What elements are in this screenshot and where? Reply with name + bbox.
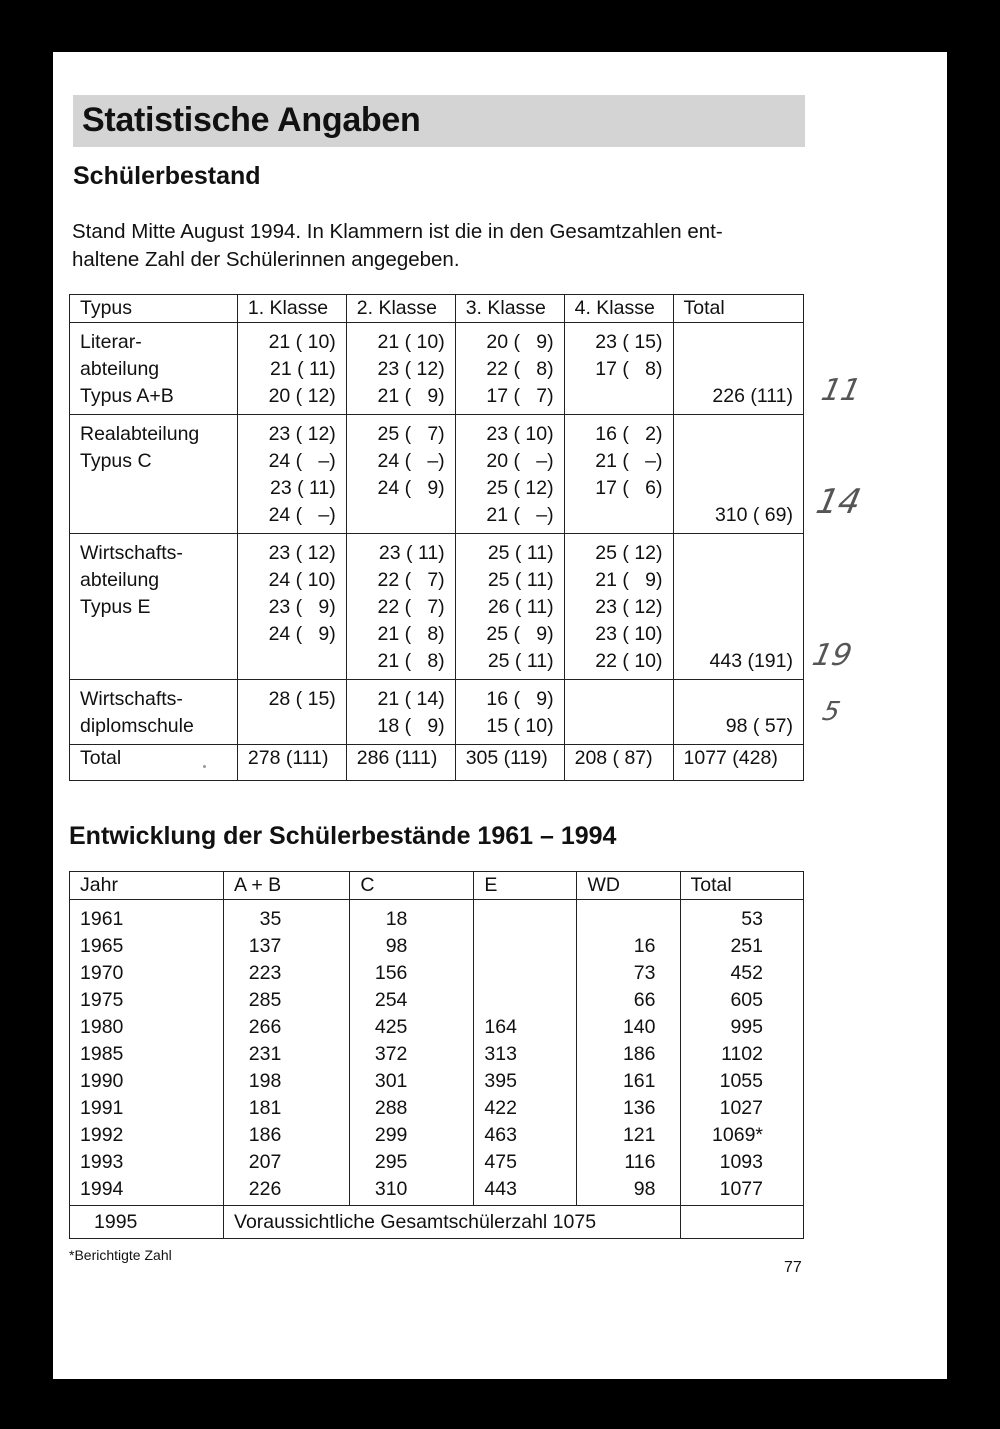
cell-line (684, 448, 794, 475)
cell-line: 25 ( 9) (486, 623, 554, 645)
cell-line (684, 540, 794, 567)
klasse-cell (237, 323, 346, 415)
cell-line: 24 ( 10) (268, 569, 336, 591)
typus-cell (70, 415, 238, 534)
cell-line: 136 (622, 1097, 656, 1119)
cell-line (575, 502, 663, 529)
klasse-cell (346, 534, 455, 680)
column-header: WD (577, 872, 680, 900)
footer-empty (680, 1206, 804, 1239)
cell-line: 231 (248, 1043, 282, 1065)
cell-line: Wirtschafts- (80, 688, 183, 710)
cell-line (684, 621, 794, 648)
section-heading-schuelerbestand: Schülerbestand (73, 162, 261, 190)
klasse-cell (346, 323, 455, 415)
cell-line: 35 (259, 908, 282, 930)
cell-line: abteilung (80, 358, 160, 380)
column-ab (224, 900, 350, 1206)
cell-line (575, 383, 663, 410)
cell-line: 21 ( 11) (270, 358, 336, 380)
cell-line: 23 ( 10) (595, 623, 663, 645)
cell-line: 21 ( 10) (268, 331, 336, 353)
klasse-cell (346, 680, 455, 745)
cell-line: 121 (622, 1124, 656, 1146)
cell-line: 452 (730, 962, 763, 984)
cell-line: 1970 (80, 962, 124, 984)
intro-paragraph (72, 218, 812, 274)
cell-line: 21 ( –) (595, 450, 663, 472)
cell-line: 226 (111) (712, 385, 793, 407)
cell-line: 21 ( 9) (377, 385, 445, 407)
cell-line: 1991 (80, 1097, 124, 1119)
cell-line: 1965 (80, 935, 124, 957)
cell-line: 17 ( 6) (595, 477, 663, 499)
cell-line: 266 (248, 1016, 282, 1038)
cell-line: 475 (484, 1151, 517, 1173)
cell-line: 24 ( –) (377, 450, 445, 472)
cell-line: 25 ( 12) (486, 477, 554, 499)
total-value: 278 (111) (237, 745, 346, 781)
cell-line (80, 621, 227, 648)
cell-line: 372 (374, 1043, 408, 1065)
cell-line: 443 (484, 1178, 517, 1200)
table-header-row (70, 295, 804, 323)
table-footer-row (70, 1206, 804, 1239)
cell-line (484, 933, 566, 960)
cell-line: 23 ( 12) (268, 423, 336, 445)
cell-line: 161 (622, 1070, 656, 1092)
cell-line: 28 ( 15) (268, 688, 336, 710)
total-value: 286 (111) (346, 745, 455, 781)
cell-line: 24 ( –) (268, 504, 336, 526)
total-cell (673, 680, 804, 745)
klasse-cell (346, 415, 455, 534)
cell-line: 137 (248, 935, 282, 957)
cell-line: 23 ( 12) (595, 596, 663, 618)
cell-line: 21 ( 8) (377, 650, 445, 672)
cell-line (357, 502, 445, 529)
column-total (680, 900, 804, 1206)
cell-line: Literar- (80, 331, 142, 353)
cell-line: 21 ( 14) (377, 688, 445, 710)
cell-line: 1961 (80, 908, 124, 930)
total-cell (673, 415, 804, 534)
cell-line: 20 ( 12) (268, 385, 336, 407)
cell-line: 1993 (80, 1151, 124, 1173)
cell-line: 186 (248, 1124, 282, 1146)
cell-line: 23 ( 9) (268, 596, 336, 618)
cell-line: 164 (484, 1016, 517, 1038)
cell-line: 23 ( 10) (486, 423, 554, 445)
cell-line (80, 502, 227, 529)
klasse-cell (564, 415, 673, 534)
total-value: 1077 (428) (673, 745, 804, 781)
cell-line: 24 ( 9) (268, 623, 336, 645)
cell-line: 181 (248, 1097, 282, 1119)
cell-line: 23 ( 12) (377, 358, 445, 380)
cell-line: 20 ( –) (486, 450, 554, 472)
cell-line: 1992 (80, 1124, 124, 1146)
table-group-row (70, 415, 804, 534)
cell-line: 53 (741, 908, 763, 930)
cell-line (684, 567, 794, 594)
cell-line: 285 (248, 989, 282, 1011)
cell-line: 1102 (721, 1043, 763, 1065)
klasse-cell (455, 323, 564, 415)
cell-line: 66 (633, 989, 656, 1011)
cell-line: 995 (730, 1016, 763, 1038)
page-number: 77 (784, 1259, 802, 1276)
schuelerbestand-table (69, 294, 804, 781)
page-title: Statistische Angaben (82, 101, 421, 139)
cell-line: 422 (484, 1097, 517, 1119)
cell-line: 254 (374, 989, 408, 1011)
total-cell (673, 323, 804, 415)
cell-line: 22 ( 7) (377, 569, 445, 591)
cell-line: Realabteilung (80, 423, 200, 445)
footer-year: 1995 (70, 1206, 224, 1239)
cell-line (80, 648, 227, 675)
typus-cell (70, 534, 238, 680)
cell-line: abteilung (80, 569, 160, 591)
intro-line: haltene Zahl der Schülerinnen angegeben. (72, 248, 460, 271)
klasse-cell (237, 534, 346, 680)
cell-line (248, 648, 336, 675)
cell-line: 21 ( 9) (595, 569, 663, 591)
cell-line: 18 ( 9) (377, 715, 445, 737)
cell-line: 1077 (719, 1178, 763, 1200)
cell-line: Typus E (80, 596, 151, 618)
cell-line: 26 ( 11) (487, 596, 554, 618)
klasse-cell (455, 534, 564, 680)
column-header: E (474, 872, 577, 900)
cell-line (684, 594, 794, 621)
cell-line: 23 ( 12) (268, 542, 336, 564)
column-c (350, 900, 474, 1206)
cell-line: 98 (385, 935, 408, 957)
cell-line: 22 ( 7) (377, 596, 445, 618)
cell-line: 25 ( 11) (487, 569, 554, 591)
column-header: 2. Klasse (346, 295, 455, 323)
handwritten-note: 5 (819, 697, 843, 727)
klasse-cell (455, 680, 564, 745)
cell-line (484, 960, 566, 987)
entwicklung-table (69, 871, 804, 1239)
cell-line (484, 987, 566, 1014)
cell-line: Typus C (80, 450, 152, 472)
cell-line: 25 ( 12) (595, 542, 663, 564)
total-label: Total (70, 745, 238, 781)
table-header-row (70, 872, 804, 900)
table-total-row (70, 745, 804, 781)
cell-line: 1069* (712, 1124, 763, 1146)
cell-line: 23 ( 11) (270, 477, 336, 499)
handwritten-note: 19 (809, 638, 855, 673)
cell-line: 1980 (80, 1016, 124, 1038)
cell-line: 310 ( 69) (714, 504, 793, 526)
typus-cell (70, 680, 238, 745)
cell-line: 223 (248, 962, 282, 984)
cell-line: 1055 (719, 1070, 763, 1092)
typus-cell (70, 323, 238, 415)
table-group-row (70, 534, 804, 680)
scan-speck (203, 765, 206, 768)
column-header: 4. Klasse (564, 295, 673, 323)
cell-line: 425 (374, 1016, 408, 1038)
cell-line: 1975 (80, 989, 124, 1011)
cell-line: 23 ( 11) (378, 542, 445, 564)
total-value: 305 (119) (455, 745, 564, 781)
cell-line: 16 (633, 935, 656, 957)
cell-line: 25 ( 11) (487, 542, 554, 564)
cell-line: Typus A+B (80, 385, 174, 407)
cell-line: 1093 (719, 1151, 763, 1173)
cell-line: 24 ( 9) (377, 477, 445, 499)
cell-line: Wirtschafts- (80, 542, 183, 564)
handwritten-note: 14 (812, 482, 865, 522)
cell-line (587, 906, 669, 933)
cell-line: 288 (374, 1097, 408, 1119)
cell-line: 116 (624, 1151, 656, 1173)
cell-line: 24 ( –) (268, 450, 336, 472)
cell-line: 310 (374, 1178, 408, 1200)
cell-line: 98 ( 57) (725, 715, 793, 737)
cell-line: 443 (191) (709, 650, 793, 672)
cell-line (575, 713, 663, 740)
table-body-row (70, 900, 804, 1206)
cell-line: 207 (248, 1151, 282, 1173)
cell-line: diplomschule (80, 715, 194, 737)
total-value: 208 ( 87) (564, 745, 673, 781)
cell-line: 463 (484, 1124, 517, 1146)
cell-line (684, 421, 794, 448)
klasse-cell (455, 415, 564, 534)
cell-line (684, 329, 794, 356)
klasse-cell (237, 680, 346, 745)
column-jahr (70, 900, 224, 1206)
cell-line: 20 ( 9) (486, 331, 554, 353)
cell-line: 15 ( 10) (486, 715, 554, 737)
cell-line: 605 (730, 989, 763, 1011)
column-header: 1. Klasse (237, 295, 346, 323)
cell-line: 301 (374, 1070, 408, 1092)
column-header: C (350, 872, 474, 900)
column-e (474, 900, 577, 1206)
column-wd (577, 900, 680, 1206)
cell-line: 1990 (80, 1070, 124, 1092)
cell-line: 22 ( 8) (486, 358, 554, 380)
column-header: 3. Klasse (455, 295, 564, 323)
cell-line: 17 ( 8) (595, 358, 663, 380)
table-group-row (70, 680, 804, 745)
footnote: *Berichtigte Zahl (69, 1247, 172, 1263)
cell-line: 1985 (80, 1043, 124, 1065)
cell-line: 1994 (80, 1178, 124, 1200)
cell-line: 98 (633, 1178, 656, 1200)
cell-line: 313 (484, 1043, 517, 1065)
cell-line: 299 (374, 1124, 408, 1146)
cell-line: 21 ( 8) (377, 623, 445, 645)
klasse-cell (564, 680, 673, 745)
footer-text: Voraussichtliche Gesamtschülerzahl 1075 (224, 1206, 680, 1239)
klasse-cell (564, 534, 673, 680)
cell-line: 21 ( 10) (377, 331, 445, 353)
handwritten-note: 11 (818, 373, 864, 408)
cell-line: 140 (622, 1016, 656, 1038)
klasse-cell (237, 415, 346, 534)
cell-line (684, 356, 794, 383)
cell-line: 73 (633, 962, 656, 984)
column-header: Total (673, 295, 804, 323)
cell-line: 23 ( 15) (595, 331, 663, 353)
cell-line (575, 686, 663, 713)
cell-line: 198 (248, 1070, 282, 1092)
cell-line: 1027 (719, 1097, 763, 1119)
cell-line: 251 (730, 935, 763, 957)
intro-line: Stand Mitte August 1994. In Klammern ist die in den Gesamtzahlen ent- (72, 220, 723, 243)
cell-line: 22 ( 10) (595, 650, 663, 672)
cell-line: 395 (484, 1070, 517, 1092)
column-header: Total (680, 872, 804, 900)
cell-line: 226 (248, 1178, 282, 1200)
cell-line: 25 ( 7) (377, 423, 445, 445)
column-header: Typus (70, 295, 238, 323)
cell-line (248, 713, 336, 740)
column-header: Jahr (70, 872, 224, 900)
cell-line: 16 ( 9) (486, 688, 554, 710)
cell-line: 18 (385, 908, 408, 930)
total-cell (673, 534, 804, 680)
cell-line: 21 ( –) (486, 504, 554, 526)
column-header: A + B (224, 872, 350, 900)
cell-line (80, 475, 227, 502)
section-heading-entwicklung: Entwicklung der Schülerbestände 1961 – 1994 (69, 822, 617, 850)
klasse-cell (564, 323, 673, 415)
cell-line: 186 (622, 1043, 656, 1065)
cell-line: 295 (374, 1151, 408, 1173)
cell-line: 25 ( 11) (487, 650, 554, 672)
cell-line (484, 906, 566, 933)
cell-line (684, 686, 794, 713)
cell-line: 17 ( 7) (486, 385, 554, 407)
table-group-row (70, 323, 804, 415)
cell-line: 16 ( 2) (595, 423, 663, 445)
cell-line (684, 475, 794, 502)
cell-line: 156 (374, 962, 408, 984)
